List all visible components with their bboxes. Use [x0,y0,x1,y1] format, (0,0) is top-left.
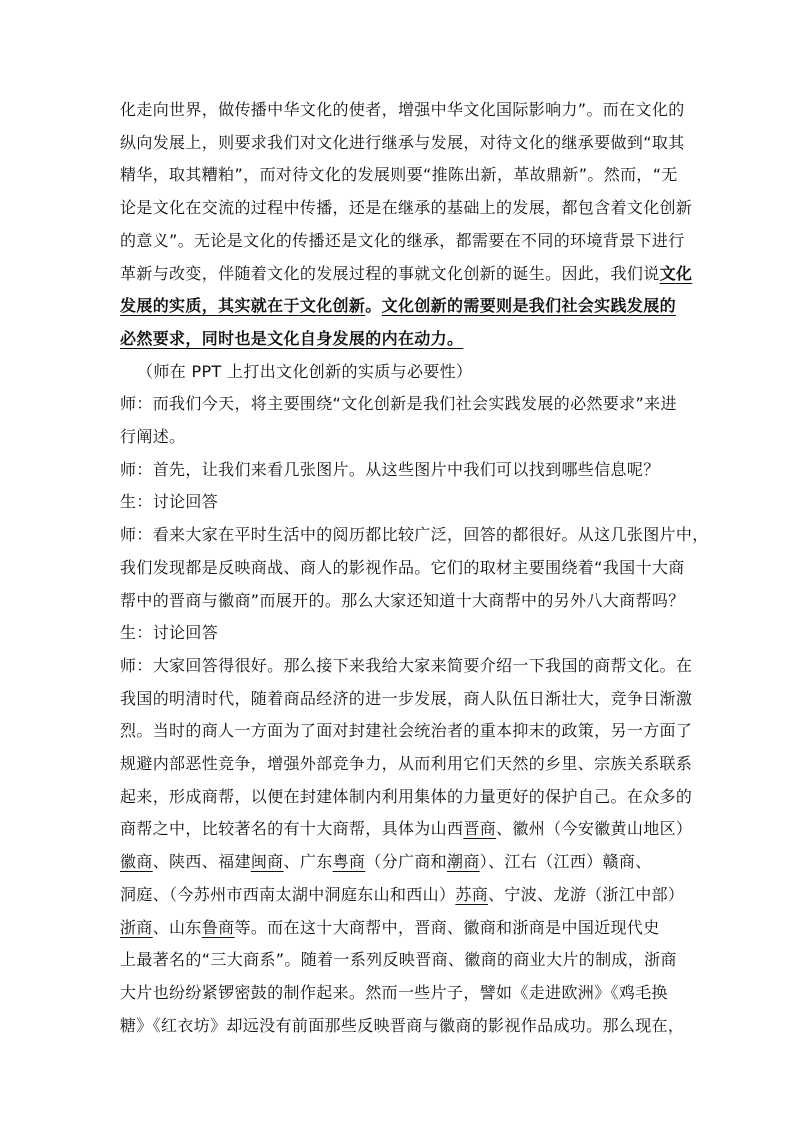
text-line [120,454,660,486]
text-segment: 生：讨论回答 [120,492,219,512]
text-segment: 起来，形成商帮，以便在封建体制内利用集体的力量更好的保护自己。在众多的 [120,786,693,806]
text-segment: ）、江右（江西）赣商、 [479,852,652,872]
text-segment: 帮中的晋商与徽商”而展开的。那么大家还知道十大商帮中的另外八大商帮吗？ [120,590,685,610]
text-segment: 、山东 [152,917,202,937]
text-line [120,323,463,355]
text-segment: 我国的明清时代，随着商品经济的进一步发展，商人队伍日渐壮大，竞争日渐激 [120,688,693,708]
text-segment: 师：看来大家在平时生活中的阅历都比较广泛，回答的都很好。从这几张图片中， [120,525,709,545]
emphasized-text: 必然要求，同时也是文化自身发展的内在动力。 [120,328,464,348]
text-line [137,356,472,388]
text-line [120,781,692,813]
text-segment: 等。而在这十大商帮中，晋商、徽商和浙商是中国近现代史 [234,917,660,937]
text-line [120,421,185,453]
emphasized-text: 浙商 [120,917,153,937]
text-segment: 师：大家回答得很好。那么接下来我给大家来简要介绍一下我国的商帮文化。在 [120,655,693,675]
text-segment: 我们发现都是反映商战、商人的影视作品。它们的取材主要围绕着“我国十大商 [120,557,685,577]
text-line [120,159,678,191]
text-line [120,519,709,551]
emphasized-text: 闽商 [250,852,284,872]
text-segment: 、陕西、福建 [152,852,251,872]
text-line [120,225,685,257]
emphasized-text: 徽商 [120,852,153,872]
text-segment: 、徽州（今安徽黄山地区） [496,819,693,839]
text-segment: 革新与改变，伴随着文化的发展过程的事就文化创新的诞生。因此，我们说 [120,263,660,283]
emphasized-text: 粤商 [332,852,366,872]
text-line [120,748,692,780]
text-segment: 化走向世界，做传播中华文化的使者，增强中华文化国际影响力”。而在文化的 [120,100,685,119]
text-segment: 糖》《红衣坊》却远没有前面那些反映晋商与徽商的影视作品成功。那么现在， [120,1015,685,1035]
text-segment: 的意义”。无论是文化的传播还是文化的继承，都需要在不同的环境背景下进行 [120,230,685,250]
text-segment: 规避内部恶性竞争，增强外部竞争力，从而利用它们天然的乡里、宗族关系联系 [120,754,693,773]
text-line [120,813,692,845]
emphasized-text: 晋商 [463,819,497,839]
text-segment: 生：讨论回答 [120,623,219,643]
text-segment: 商帮之中，比较著名的有十大商帮，具体为山西 [120,819,464,839]
text-line [120,944,677,976]
text-line [120,388,677,420]
text-segment: 师：首先，让我们来看几张图片。从这些图片中我们可以找到哪些信息呢？ [120,459,660,479]
text-line [120,585,685,617]
emphasized-text: 。 [365,296,382,316]
text-line [120,977,668,1009]
text-segment: 烈。当时的商人一方面为了面对封建社会统治者的重本抑末的政策，另一方面了 [120,721,693,741]
emphasized-text: 发展的实质，其实就在于文化创新 [120,296,366,316]
text-line [120,879,684,911]
text-segment: 、宁波、龙游（浙江中部） [488,884,685,904]
text-line [120,617,218,649]
emphasized-text: 文化创新的需要则是我们社会实践发展的 [381,296,676,316]
text-segment: 上最著名的“三大商系”。随着一系列反映晋商、徽商的商业大片的制成，浙商 [120,950,677,970]
text-line [120,683,692,715]
text-segment: 师：而我们今天，将主要围绕“文化创新是我们社会实践发展的必然要求”来进 [120,394,677,414]
text-line [120,486,218,518]
text-line [120,290,676,322]
text-line [120,552,685,584]
emphasized-text: 苏商 [455,884,489,904]
text-line [120,258,692,290]
text-line [120,912,660,944]
text-line [120,715,692,747]
text-segment: 行阐述。 [120,427,186,446]
text-segment: 精华，取其糟粕”，而对待文化的发展则要“推陈出新，革故鼎新”。然而，“无 [120,165,678,185]
text-segment: 论是文化在交流的过程中传播，还是在继承的基础上的发展，都包含着文化创新 [120,198,693,218]
text-segment: （师在 PPT 上打出文化创新的实质与必要性） [137,361,473,381]
text-line [120,94,685,126]
text-segment: 纵向发展上，则要求我们对文化进行继承与发展，对待文化的继承要做到“取其 [120,132,685,152]
emphasized-text: 文化 [659,263,693,283]
text-line [120,192,692,224]
text-segment: 洞庭、（今苏州市西南太湖中洞庭东山和西山） [120,884,456,904]
text-line [120,127,685,159]
text-segment: 大片也纷纷紧锣密鼓的制作起来。然而一些片子，譬如《走进欧洲》《鸡毛换 [120,982,668,1002]
text-line [120,846,652,878]
text-segment: （分广商和 [365,852,448,872]
emphasized-text: 鲁商 [201,917,235,937]
text-line [120,1010,684,1042]
text-segment: 、广东 [283,852,333,872]
emphasized-text: 潮商 [447,852,480,872]
text-line [120,650,692,682]
